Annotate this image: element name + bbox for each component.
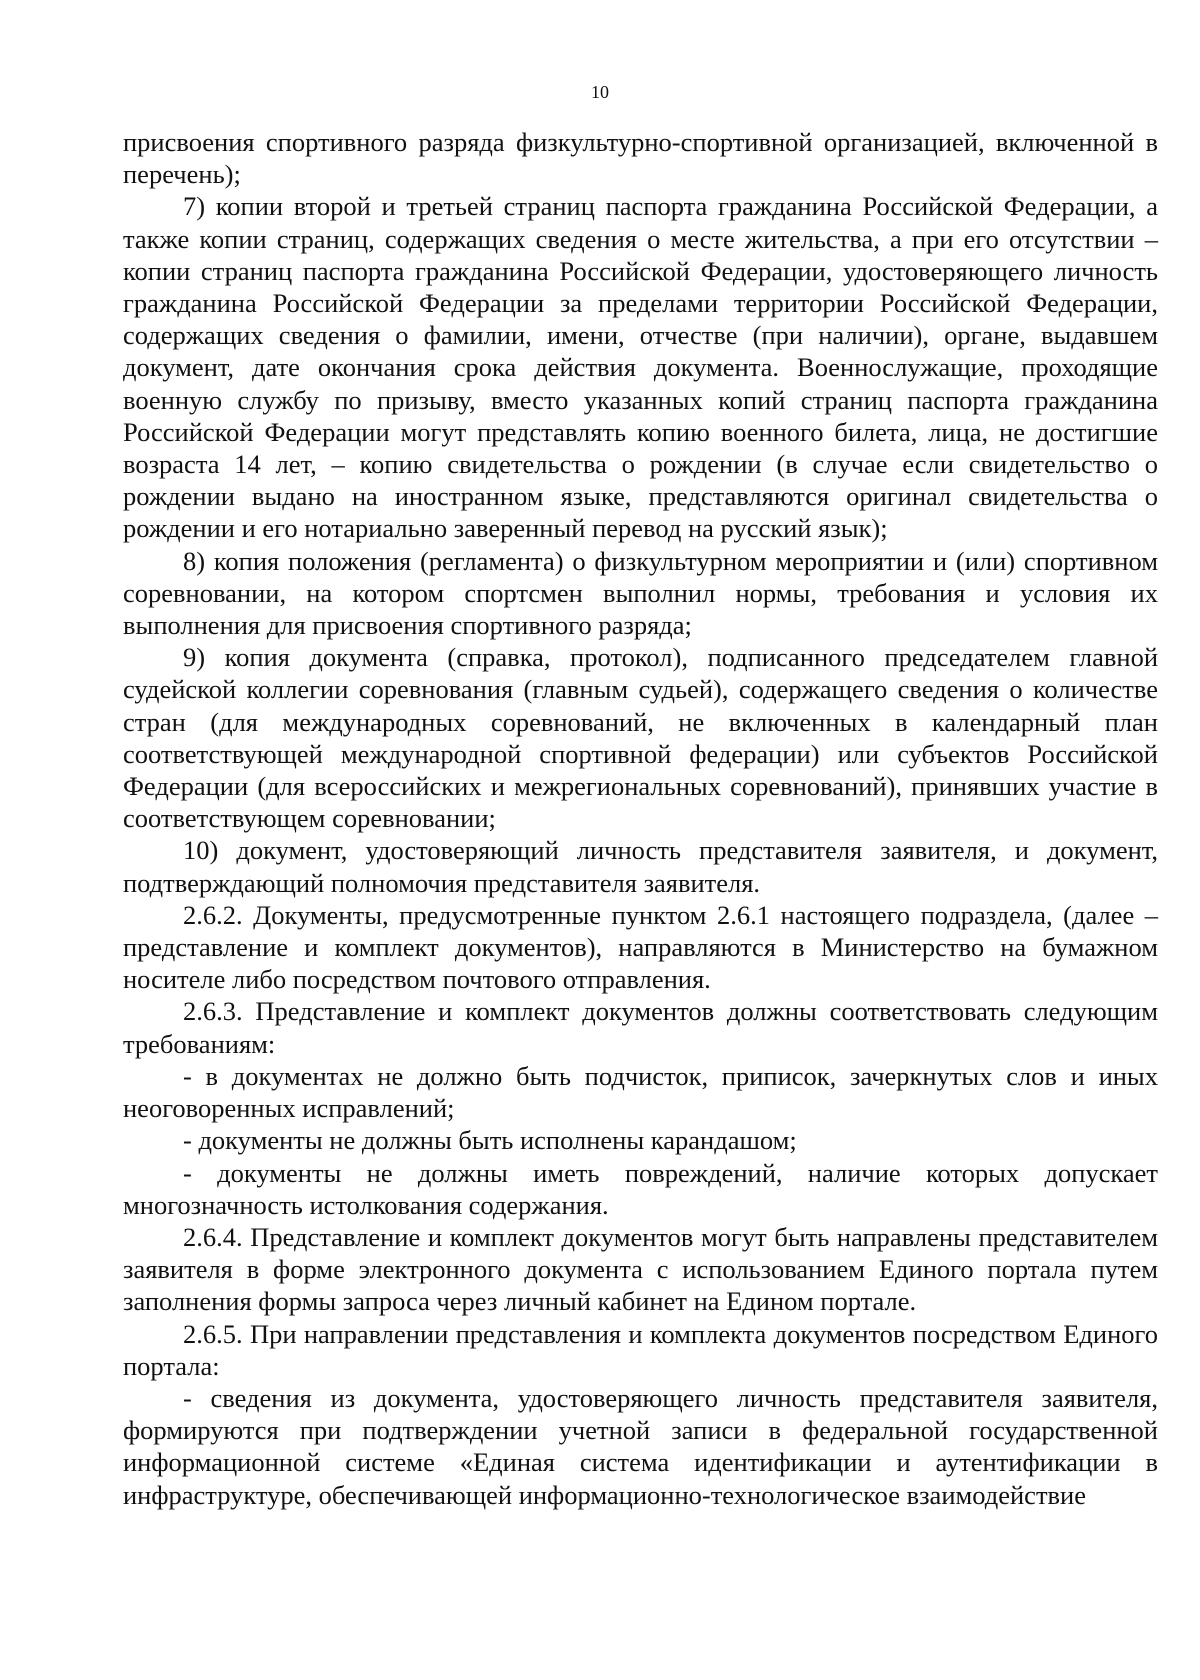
requirement-item-2: - документы не должны быть исполнены карандашом; [183,1125,797,1156]
paragraph-continuation: присвоения спортивного разряда физкультурно-спортивной организацией, включенной в перечень); [123,127,1158,190]
paragraph-item-8: 8) копия положения (регламента) о физкультурном мероприятии и (или) спортивном соревновании, на котором спортсмен выполнил нормы, требования и условия их выполнения для присвоения спортивного разряда; [123,545,1158,641]
requirement-item-1: - в документах не должно быть подчисток, приписок, зачеркнутых слов и иных неоговоренных исправлений; [123,1060,1158,1124]
paragraph-2-6-3: 2.6.3. Представление и комплект документов должны соответствовать следующим требованиям: [123,996,1158,1059]
paragraph-2-6-5: 2.6.5. При направлении представления и комплекта документов посредством Единого портала: [123,1318,1158,1381]
requirement-item-3: - документы не должны иметь повреждений, наличие которых допускает многозначность истолкования содержания. [123,1157,1158,1220]
portal-item-1: - сведения из документа, удостоверяющего личность представителя заявителя, формируются при подтверждении учетной записи в федеральной государственной информационной системе «Единая система идентификации и аутентификации в инфраструктуре, обеспечивающей информационно-технологическое взаимодействие [123,1382,1158,1510]
page-number: 10 [591,82,609,102]
paragraph-2-6-4: 2.6.4. Представление и комплект документов могут быть направлены представителем заявителя в форме электронного документа с использованием Единого портала путем заполнения формы запроса через личный кабинет на Едином портале. [123,1221,1158,1317]
paragraph-item-10: 10) документ, удостоверяющий личность представителя заявителя, и документ, подтверждающий полномочия представителя заявителя. [123,835,1158,898]
paragraph-item-9: 9) копия документа (справка, протокол), подписанного председателем главной судейской коллегии соревнования (главным судьей), содержащего сведения о количестве стран (для международных соревнований, не включенных в календарный план соответствующей международной спортивной федерации) или субъектов Российской Федерации (для всероссийских и межрегиональных соревнований), принявших участие в соответствующем соревновании; [123,642,1158,834]
paragraph-item-7: 7) копии второй и третьей страниц паспорта гражданина Российской Федерации, а также копии страниц, содержащих сведения о месте жительства, а при его отсутствии – копии страниц паспорта гражданина Российской Федерации, удостоверяющего личность гражданина Российской Федерации за пределами территории Российской Федерации, содержащих сведения о фамилии, имени, отчестве (при наличии), органе, выдавшем документ, дате окончания срока действия документа. Военнослужащие, проходящие военную службу по призыву, вместо указанных копий страниц паспорта гражданина Российской Федерации могут представлять копию военного билета, лица, не достигшие возраста 14 лет, – копию свидетельства о рождении (в случае если свидетельство о рождении выдано на иностранном языке, представляются оригинал свидетельства о рождении и его нотариально заверенный перевод на русский язык); [123,191,1158,544]
document-body [123,126,1158,1511]
paragraph-2-6-2: 2.6.2. Документы, предусмотренные пунктом 2.6.1 настоящего подраздела, (далее – представление и комплект документов), направляются в Министерство на бумажном носителе либо посредством почтового отправления. [123,899,1158,995]
